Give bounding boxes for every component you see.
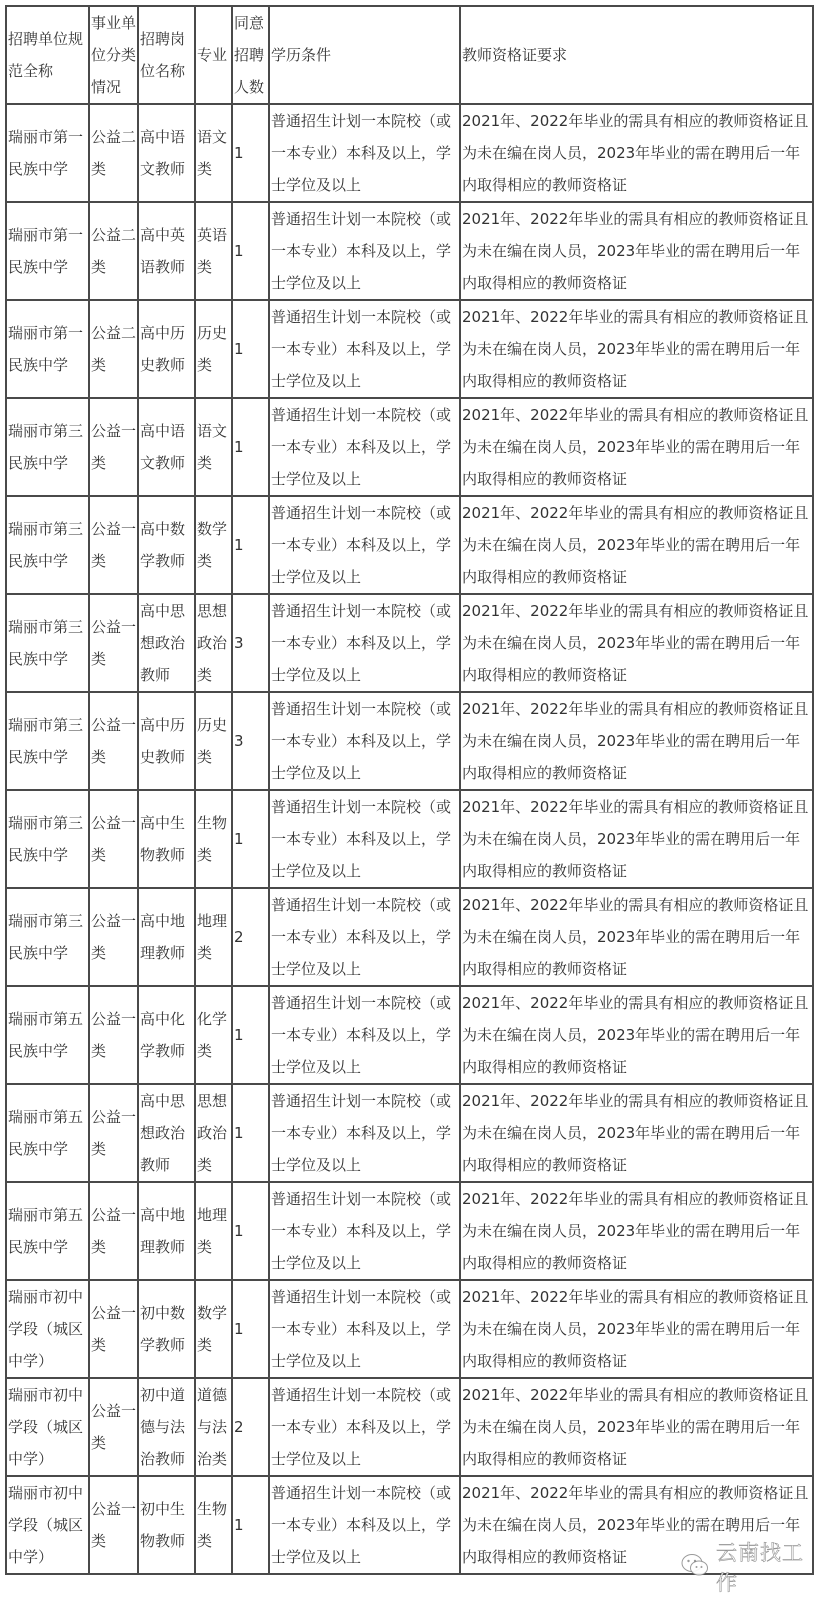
cell-position-name: 高中思想政治教师 [138, 1084, 195, 1182]
cell-position-name: 初中生物教师 [138, 1476, 195, 1574]
cell-position-name: 高中英语教师 [138, 202, 195, 300]
cell-major: 化学类 [195, 986, 232, 1084]
table-row [6, 1280, 813, 1378]
table-row [6, 1476, 813, 1574]
cell-major: 历史类 [195, 692, 232, 790]
cell-certificate: 2021年、2022年毕业的需具有相应的教师资格证且为未在编在岗人员，2023年毕业的需在聘用后一年内取得相应的教师资格证 [460, 1182, 813, 1280]
cell-hire-count: 2 [232, 888, 269, 986]
cell-major: 道德与法治类 [195, 1378, 232, 1476]
cell-major: 数学类 [195, 496, 232, 594]
cell-unit-category: 公益二类 [89, 300, 138, 398]
header-hire-count: 同意招聘人数 [232, 6, 269, 104]
cell-hire-count: 3 [232, 692, 269, 790]
header-major: 专业 [195, 6, 232, 104]
cell-certificate: 2021年、2022年毕业的需具有相应的教师资格证且为未在编在岗人员，2023年毕业的需在聘用后一年内取得相应的教师资格证 [460, 104, 813, 202]
cell-major: 地理类 [195, 1182, 232, 1280]
cell-unit-category: 公益二类 [89, 104, 138, 202]
cell-position-name: 高中化学教师 [138, 986, 195, 1084]
cell-unit-category: 公益一类 [89, 692, 138, 790]
cell-unit-name: 瑞丽市第一民族中学 [6, 300, 89, 398]
cell-certificate: 2021年、2022年毕业的需具有相应的教师资格证且为未在编在岗人员，2023年毕业的需在聘用后一年内取得相应的教师资格证 [460, 790, 813, 888]
cell-hire-count: 1 [232, 1476, 269, 1574]
cell-hire-count: 1 [232, 398, 269, 496]
cell-unit-category: 公益一类 [89, 594, 138, 692]
cell-position-name: 初中数学教师 [138, 1280, 195, 1378]
cell-unit-category: 公益一类 [89, 398, 138, 496]
cell-unit-name: 瑞丽市第三民族中学 [6, 692, 89, 790]
cell-education: 普通招生计划一本院校（或一本专业）本科及以上，学士学位及以上 [269, 888, 460, 986]
cell-position-name: 高中思想政治教师 [138, 594, 195, 692]
cell-unit-name: 瑞丽市第五民族中学 [6, 986, 89, 1084]
cell-education: 普通招生计划一本院校（或一本专业）本科及以上，学士学位及以上 [269, 1280, 460, 1378]
cell-certificate: 2021年、2022年毕业的需具有相应的教师资格证且为未在编在岗人员，2023年毕业的需在聘用后一年内取得相应的教师资格证 [460, 1476, 813, 1574]
cell-major: 语文类 [195, 398, 232, 496]
cell-certificate: 2021年、2022年毕业的需具有相应的教师资格证且为未在编在岗人员，2023年毕业的需在聘用后一年内取得相应的教师资格证 [460, 594, 813, 692]
cell-education: 普通招生计划一本院校（或一本专业）本科及以上，学士学位及以上 [269, 300, 460, 398]
cell-unit-name: 瑞丽市第三民族中学 [6, 594, 89, 692]
cell-position-name: 高中历史教师 [138, 300, 195, 398]
cell-major: 语文类 [195, 104, 232, 202]
cell-unit-name: 瑞丽市第三民族中学 [6, 496, 89, 594]
cell-unit-category: 公益一类 [89, 1084, 138, 1182]
cell-hire-count: 1 [232, 1182, 269, 1280]
cell-unit-name: 瑞丽市第三民族中学 [6, 398, 89, 496]
table-header-row [6, 6, 813, 104]
table-row [6, 496, 813, 594]
cell-certificate: 2021年、2022年毕业的需具有相应的教师资格证且为未在编在岗人员，2023年毕业的需在聘用后一年内取得相应的教师资格证 [460, 202, 813, 300]
cell-education: 普通招生计划一本院校（或一本专业）本科及以上，学士学位及以上 [269, 496, 460, 594]
header-position-name: 招聘岗位名称 [138, 6, 195, 104]
table-row [6, 1084, 813, 1182]
cell-position-name: 高中地理教师 [138, 1182, 195, 1280]
cell-certificate: 2021年、2022年毕业的需具有相应的教师资格证且为未在编在岗人员，2023年毕业的需在聘用后一年内取得相应的教师资格证 [460, 496, 813, 594]
cell-education: 普通招生计划一本院校（或一本专业）本科及以上，学士学位及以上 [269, 1378, 460, 1476]
cell-hire-count: 1 [232, 790, 269, 888]
cell-certificate: 2021年、2022年毕业的需具有相应的教师资格证且为未在编在岗人员，2023年毕业的需在聘用后一年内取得相应的教师资格证 [460, 1378, 813, 1476]
header-unit-name: 招聘单位规范全称 [6, 6, 89, 104]
cell-major: 生物类 [195, 1476, 232, 1574]
header-education: 学历条件 [269, 6, 460, 104]
cell-certificate: 2021年、2022年毕业的需具有相应的教师资格证且为未在编在岗人员，2023年毕业的需在聘用后一年内取得相应的教师资格证 [460, 300, 813, 398]
cell-unit-name: 瑞丽市第一民族中学 [6, 202, 89, 300]
cell-certificate: 2021年、2022年毕业的需具有相应的教师资格证且为未在编在岗人员，2023年毕业的需在聘用后一年内取得相应的教师资格证 [460, 1280, 813, 1378]
recruitment-table [5, 5, 814, 1575]
cell-education: 普通招生计划一本院校（或一本专业）本科及以上，学士学位及以上 [269, 104, 460, 202]
cell-unit-name: 瑞丽市初中学段（城区中学） [6, 1476, 89, 1574]
cell-major: 数学类 [195, 1280, 232, 1378]
cell-unit-name: 瑞丽市第五民族中学 [6, 1084, 89, 1182]
cell-major: 生物类 [195, 790, 232, 888]
table-row [6, 1378, 813, 1476]
cell-education: 普通招生计划一本院校（或一本专业）本科及以上，学士学位及以上 [269, 594, 460, 692]
cell-position-name: 初中道德与法治教师 [138, 1378, 195, 1476]
cell-hire-count: 2 [232, 1378, 269, 1476]
table-row [6, 888, 813, 986]
cell-education: 普通招生计划一本院校（或一本专业）本科及以上，学士学位及以上 [269, 790, 460, 888]
cell-position-name: 高中生物教师 [138, 790, 195, 888]
cell-certificate: 2021年、2022年毕业的需具有相应的教师资格证且为未在编在岗人员，2023年毕业的需在聘用后一年内取得相应的教师资格证 [460, 1084, 813, 1182]
cell-unit-category: 公益一类 [89, 790, 138, 888]
cell-certificate: 2021年、2022年毕业的需具有相应的教师资格证且为未在编在岗人员，2023年毕业的需在聘用后一年内取得相应的教师资格证 [460, 398, 813, 496]
cell-hire-count: 1 [232, 104, 269, 202]
cell-position-name: 高中数学教师 [138, 496, 195, 594]
table-row [6, 1182, 813, 1280]
cell-certificate: 2021年、2022年毕业的需具有相应的教师资格证且为未在编在岗人员，2023年毕业的需在聘用后一年内取得相应的教师资格证 [460, 888, 813, 986]
cell-certificate: 2021年、2022年毕业的需具有相应的教师资格证且为未在编在岗人员，2023年毕业的需在聘用后一年内取得相应的教师资格证 [460, 986, 813, 1084]
table-row [6, 398, 813, 496]
cell-major: 英语类 [195, 202, 232, 300]
table-row [6, 692, 813, 790]
cell-education: 普通招生计划一本院校（或一本专业）本科及以上，学士学位及以上 [269, 1182, 460, 1280]
cell-unit-name: 瑞丽市第三民族中学 [6, 790, 89, 888]
table-row [6, 104, 813, 202]
cell-education: 普通招生计划一本院校（或一本专业）本科及以上，学士学位及以上 [269, 1084, 460, 1182]
cell-unit-name: 瑞丽市第一民族中学 [6, 104, 89, 202]
cell-major: 思想政治类 [195, 1084, 232, 1182]
watermark-text: 云南找工作 [716, 1541, 804, 1595]
cell-hire-count: 1 [232, 1280, 269, 1378]
table-row [6, 202, 813, 300]
cell-unit-category: 公益一类 [89, 1378, 138, 1476]
table-row [6, 790, 813, 888]
cell-unit-name: 瑞丽市第三民族中学 [6, 888, 89, 986]
cell-unit-name: 瑞丽市第五民族中学 [6, 1182, 89, 1280]
table-row [6, 300, 813, 398]
cell-education: 普通招生计划一本院校（或一本专业）本科及以上，学士学位及以上 [269, 692, 460, 790]
cell-hire-count: 1 [232, 986, 269, 1084]
cell-hire-count: 1 [232, 300, 269, 398]
cell-position-name: 高中地理教师 [138, 888, 195, 986]
table-row [6, 594, 813, 692]
cell-hire-count: 3 [232, 594, 269, 692]
cell-position-name: 高中语文教师 [138, 398, 195, 496]
cell-unit-category: 公益一类 [89, 1182, 138, 1280]
cell-education: 普通招生计划一本院校（或一本专业）本科及以上，学士学位及以上 [269, 202, 460, 300]
cell-education: 普通招生计划一本院校（或一本专业）本科及以上，学士学位及以上 [269, 986, 460, 1084]
cell-hire-count: 1 [232, 202, 269, 300]
header-certificate: 教师资格证要求 [460, 6, 813, 104]
cell-unit-name: 瑞丽市初中学段（城区中学） [6, 1378, 89, 1476]
cell-position-name: 高中语文教师 [138, 104, 195, 202]
cell-unit-category: 公益一类 [89, 1280, 138, 1378]
cell-certificate: 2021年、2022年毕业的需具有相应的教师资格证且为未在编在岗人员，2023年毕业的需在聘用后一年内取得相应的教师资格证 [460, 692, 813, 790]
cell-unit-category: 公益一类 [89, 888, 138, 986]
cell-hire-count: 1 [232, 1084, 269, 1182]
cell-major: 历史类 [195, 300, 232, 398]
cell-unit-category: 公益一类 [89, 986, 138, 1084]
cell-hire-count: 1 [232, 496, 269, 594]
header-unit-category: 事业单位分类情况 [89, 6, 138, 104]
table-row [6, 986, 813, 1084]
cell-position-name: 高中历史教师 [138, 692, 195, 790]
cell-unit-category: 公益二类 [89, 202, 138, 300]
cell-major: 思想政治类 [195, 594, 232, 692]
cell-unit-name: 瑞丽市初中学段（城区中学） [6, 1280, 89, 1378]
cell-major: 地理类 [195, 888, 232, 986]
cell-education: 普通招生计划一本院校（或一本专业）本科及以上，学士学位及以上 [269, 1476, 460, 1574]
cell-education: 普通招生计划一本院校（或一本专业）本科及以上，学士学位及以上 [269, 398, 460, 496]
cell-unit-category: 公益一类 [89, 496, 138, 594]
cell-unit-category: 公益一类 [89, 1476, 138, 1574]
